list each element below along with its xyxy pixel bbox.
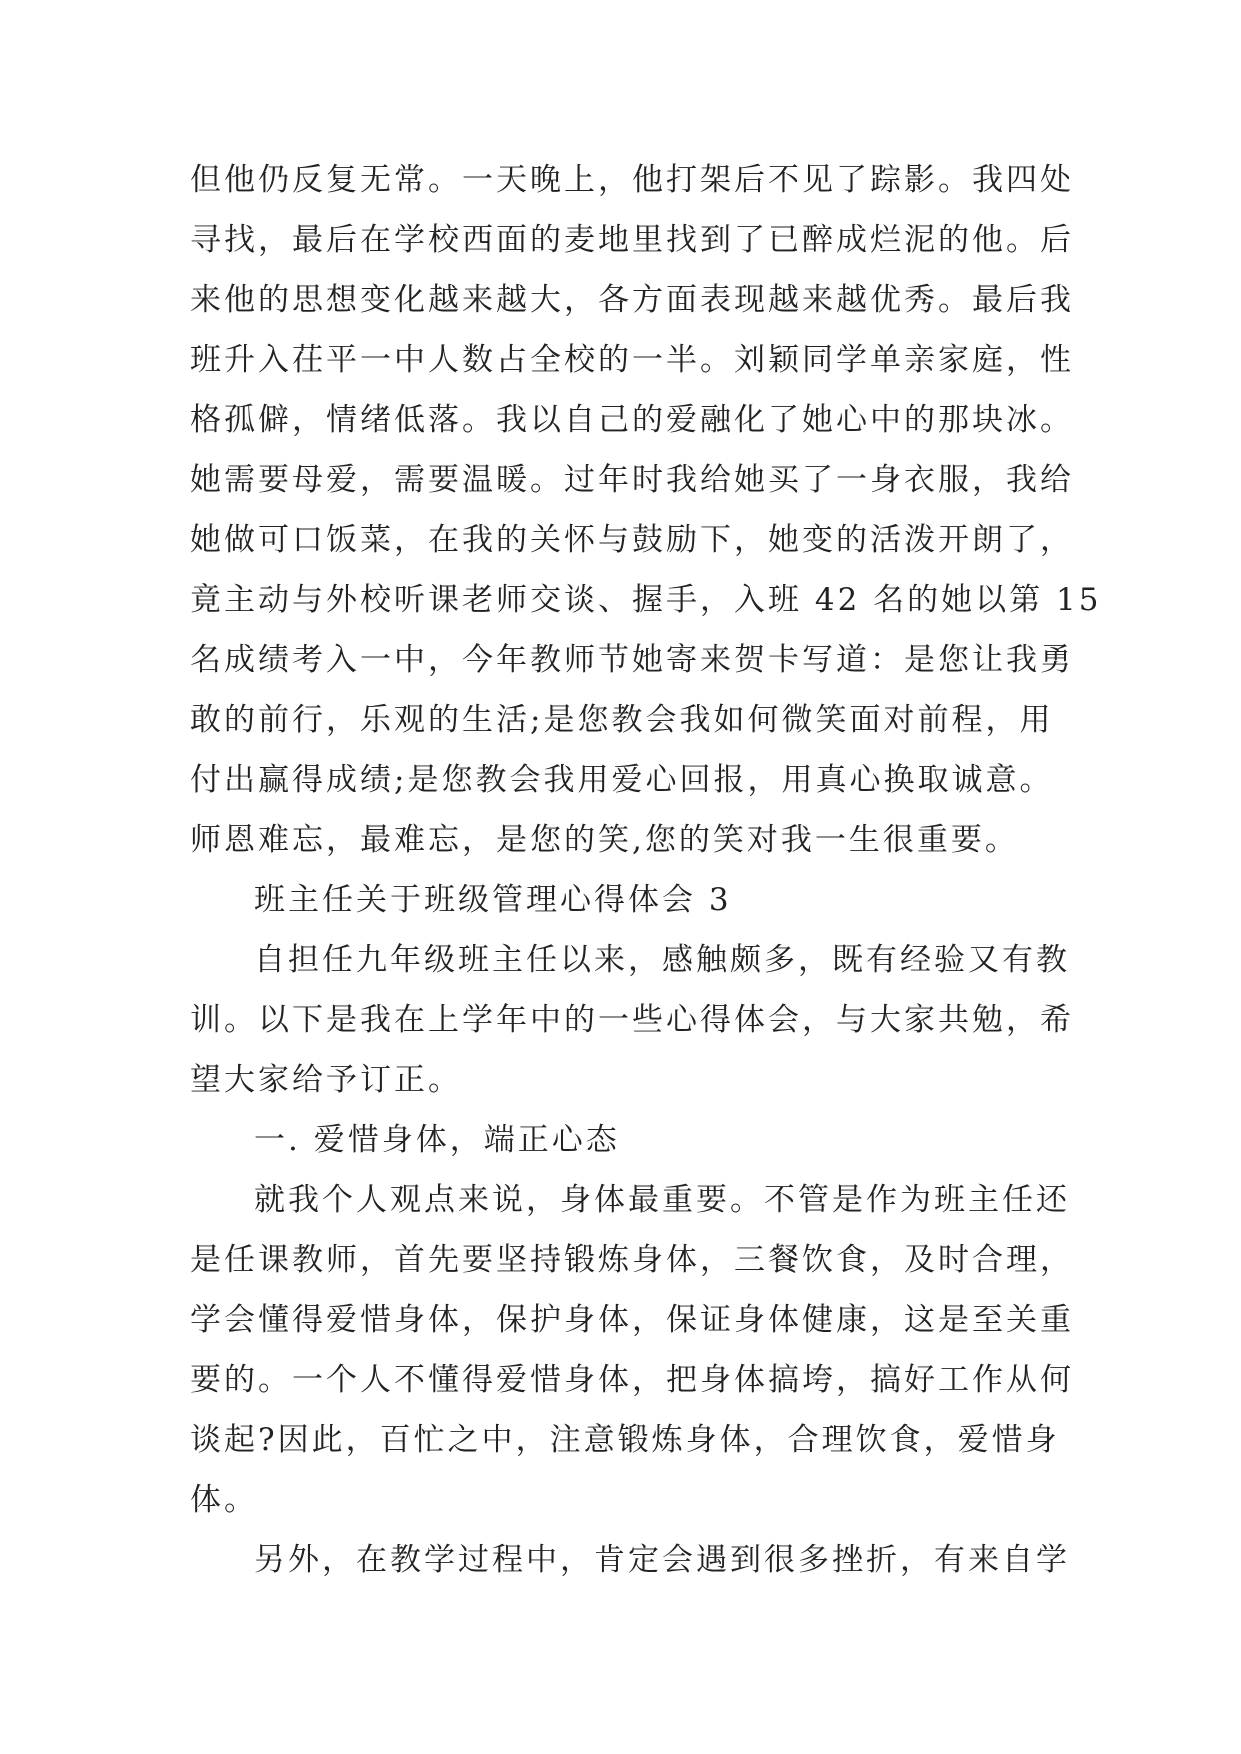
text-line: 格孤僻，情绪低落。我以自己的爱融化了她心中的那块冰。 [190, 402, 1074, 438]
text-line: 学会懂得爱惜身体，保护身体，保证身体健康，这是至关重 [190, 1302, 1074, 1338]
document-body [190, 150, 1102, 1590]
section-heading: 班主任关于班级管理心得体会 3 [254, 882, 732, 918]
text-line: 谈起?因此，百忙之中，注意锻炼身体，合理饮食，爱惜身 [190, 1422, 1060, 1458]
text-line: 是任课教师，首先要坚持锻炼身体，三餐饮食，及时合理， [190, 1242, 1074, 1278]
text-line: 她做可口饭菜，在我的关怀与鼓励下，她变的活泼开朗了， [190, 522, 1074, 558]
text-line: 自担任九年级班主任以来，感触颇多，既有经验又有教 [254, 942, 1070, 978]
text-line: 名成绩考入一中，今年教师节她寄来贺卡写道：是您让我勇 [190, 642, 1074, 678]
text-line: 要的。一个人不懂得爱惜身体，把身体搞垮，搞好工作从何 [190, 1362, 1074, 1398]
text-line: 训。以下是我在上学年中的一些心得体会，与大家共勉，希 [190, 1002, 1074, 1038]
text-line: 体。 [190, 1482, 258, 1518]
subsection-heading: 一. 爱惜身体，端正心态 [254, 1122, 620, 1158]
text-line: 另外，在教学过程中，肯定会遇到很多挫折，有来自学 [254, 1542, 1070, 1578]
text-line: 望大家给予订正。 [190, 1062, 462, 1098]
text-line: 就我个人观点来说，身体最重要。不管是作为班主任还 [254, 1182, 1070, 1218]
text-line: 来他的思想变化越来越大，各方面表现越来越优秀。最后我 [190, 282, 1074, 318]
text-line: 班升入茌平一中人数占全校的一半。刘颖同学单亲家庭，性 [190, 342, 1074, 378]
text-line: 竟主动与外校听课老师交谈、握手，入班 42 名的她以第 15 [190, 582, 1102, 618]
text-line: 师恩难忘，最难忘，是您的笑,您的笑对我一生很重要。 [190, 822, 1019, 858]
text-line: 但他仍反复无常。一天晚上，他打架后不见了踪影。我四处 [190, 162, 1074, 198]
text-line: 寻找，最后在学校西面的麦地里找到了已醉成烂泥的他。后 [190, 222, 1074, 258]
text-line: 她需要母爱，需要温暖。过年时我给她买了一身衣服，我给 [190, 462, 1074, 498]
text-line: 付出赢得成绩;是您教会我用爱心回报，用真心换取诚意。 [190, 762, 1054, 798]
text-line: 敢的前行，乐观的生活;是您教会我如何微笑面对前程，用 [190, 702, 1054, 738]
